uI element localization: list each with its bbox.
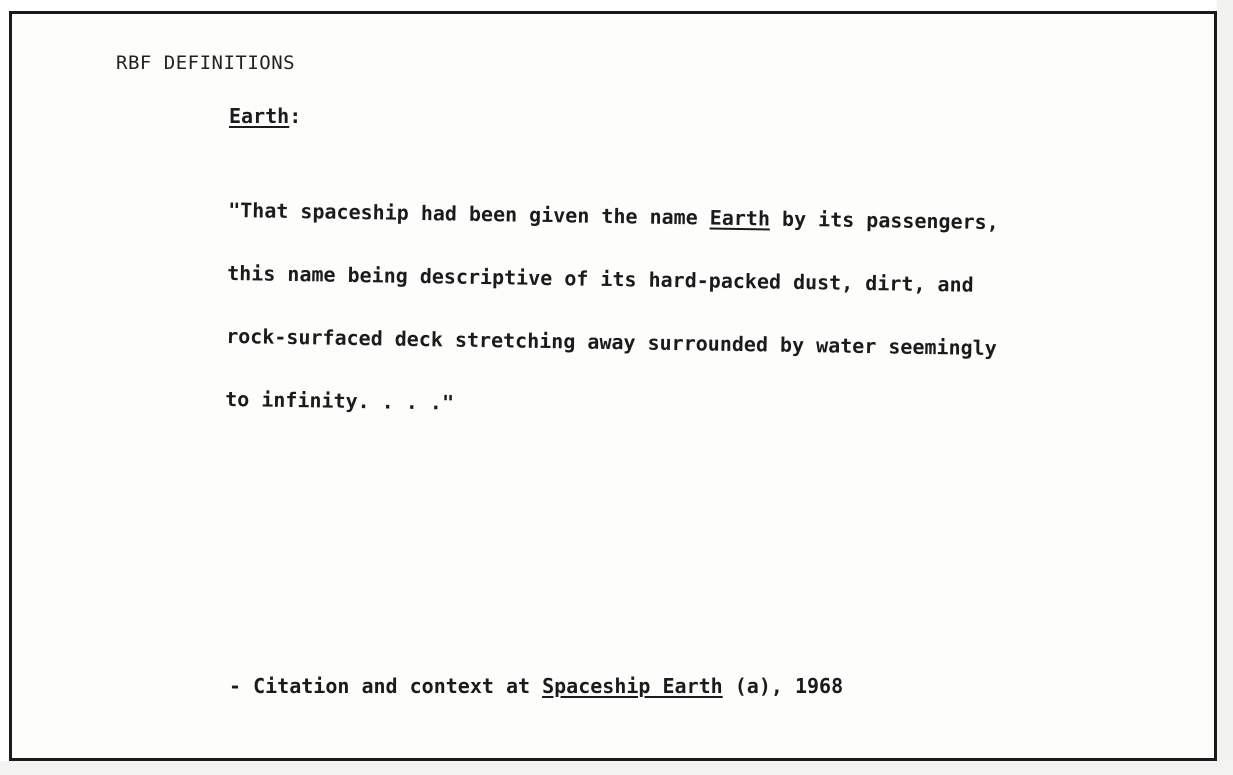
citation-suffix: (a), 1968 xyxy=(722,674,844,698)
quote-line-2: this name being descriptive of its hard-packed dust, dirt, and xyxy=(227,260,974,297)
term-suffix: : xyxy=(289,104,302,128)
quote-term-link: Earth xyxy=(709,205,771,231)
quote-line-1-text: "That spaceship had been given the name xyxy=(227,197,710,230)
term-heading xyxy=(229,104,301,128)
quote-line-1 xyxy=(227,197,1158,236)
quote-line-1-end: by its passengers, xyxy=(769,206,999,235)
citation-link[interactable]: Spaceship Earth xyxy=(542,674,723,698)
citation-prefix: - Citation and context at xyxy=(229,674,543,698)
definition-quote xyxy=(225,158,1159,446)
term-word: Earth xyxy=(229,104,290,128)
quote-line-4: to infinity. . . ." xyxy=(225,386,455,415)
quote-line-3: rock-surfaced deck stretching away surrounded by water seemingly xyxy=(226,323,997,361)
section-header: RBF DEFINITIONS xyxy=(116,52,296,74)
card-edge xyxy=(1217,0,1233,775)
next-card-edge xyxy=(0,761,1233,775)
citation xyxy=(229,674,843,698)
